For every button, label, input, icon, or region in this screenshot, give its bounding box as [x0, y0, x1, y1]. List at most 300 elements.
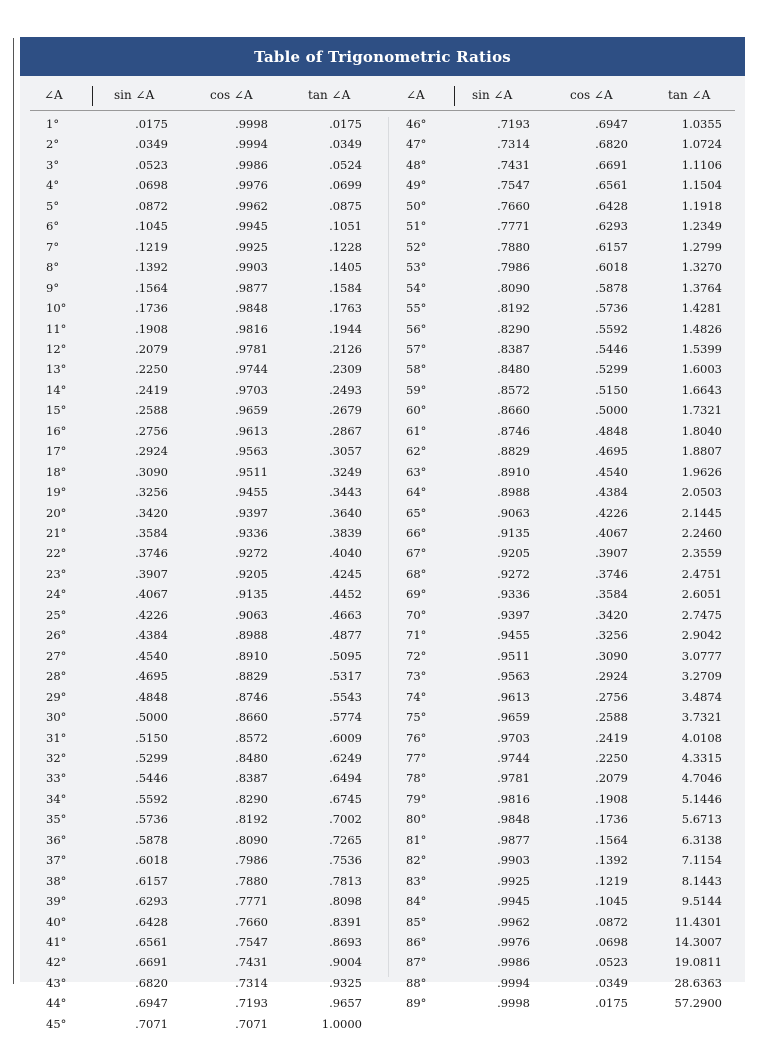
tan-cell: .2679 [329, 403, 362, 418]
angle-cell: 82° [406, 853, 427, 868]
cos-cell: .7547 [235, 935, 268, 949]
cos-cell: .8192 [235, 812, 268, 827]
sin-cell: .9563 [497, 669, 530, 684]
angle-cell: 47° [406, 137, 427, 152]
tan-cell: 1.2349 [681, 219, 722, 234]
left-page-border [13, 38, 14, 984]
table-row [20, 690, 745, 710]
angle-cell: 31° [46, 730, 67, 745]
angle-cell: 11° [46, 321, 67, 336]
header-sin-left: sin ∠A [114, 88, 155, 102]
tan-cell: 1.3270 [681, 260, 722, 275]
sin-cell: .8387 [497, 341, 530, 356]
sin-cell: .1392 [135, 260, 168, 275]
tan-cell: .1228 [329, 239, 362, 254]
angle-cell: 28° [46, 669, 67, 684]
cos-cell: .2419 [595, 730, 628, 745]
angle-cell: 4° [46, 178, 60, 193]
sin-cell: .7986 [497, 260, 530, 275]
table-row [20, 178, 745, 198]
sin-cell: .3420 [135, 505, 168, 520]
table-row [20, 526, 745, 546]
sin-cell: .9986 [497, 955, 530, 970]
sin-cell: .1219 [135, 239, 168, 254]
sin-cell: .3256 [135, 485, 168, 500]
cos-cell: .7431 [235, 955, 268, 970]
tan-cell: .6009 [329, 730, 362, 745]
sin-cell: .5592 [135, 791, 168, 806]
tan-cell: .9657 [329, 996, 362, 1011]
cos-cell: .9976 [235, 178, 268, 193]
angle-cell: 32° [46, 750, 67, 765]
angle-cell: 26° [46, 628, 67, 643]
sin-cell: .2250 [135, 362, 168, 377]
tan-cell: 14.3007 [674, 935, 722, 949]
sin-cell: .8572 [497, 382, 530, 397]
angle-cell: 6° [46, 219, 60, 234]
angle-cell: 23° [46, 566, 67, 581]
angle-cell: 37° [46, 853, 67, 868]
tan-cell: 2.3559 [681, 546, 722, 561]
cos-cell: .6157 [595, 239, 628, 254]
cos-cell: .4695 [595, 444, 628, 459]
angle-cell: 16° [46, 423, 67, 438]
cos-cell: .7314 [235, 975, 268, 990]
angle-cell: 25° [46, 607, 67, 622]
tan-cell: .3640 [329, 505, 362, 520]
angle-cell: 52° [406, 239, 427, 254]
angle-cell: 41° [46, 935, 67, 949]
tan-cell: .9325 [329, 975, 362, 990]
angle-cell: 86° [406, 935, 427, 949]
sin-cell: .2588 [135, 403, 168, 418]
sin-cell: .1736 [135, 301, 168, 316]
cos-cell: .3907 [595, 546, 628, 561]
angle-cell: 55° [406, 301, 427, 316]
tan-cell: .9004 [329, 955, 362, 970]
cos-cell: .9877 [235, 280, 268, 295]
sin-cell: .5150 [135, 730, 168, 745]
angle-cell: 30° [46, 710, 67, 725]
angle-cell: 58° [406, 362, 427, 377]
sin-cell: .0175 [135, 117, 168, 131]
angle-cell: 63° [406, 464, 427, 479]
cos-cell: .9336 [235, 526, 268, 540]
sin-cell: .2419 [135, 382, 168, 397]
sin-cell: .3090 [135, 464, 168, 479]
angle-cell: 3° [46, 157, 60, 172]
tan-cell: .2309 [329, 362, 362, 377]
cos-cell: .3420 [595, 607, 628, 622]
header-tan-right: tan ∠A [668, 88, 711, 102]
table-row [20, 853, 745, 873]
angle-cell: 45° [46, 1016, 67, 1031]
angle-cell: 72° [406, 648, 427, 663]
sin-cell: .1564 [135, 280, 168, 295]
sin-cell: .6820 [135, 975, 168, 990]
cos-cell: .9848 [235, 301, 268, 316]
sin-cell: .9903 [497, 853, 530, 868]
cos-cell: .6561 [595, 178, 628, 193]
angle-cell: 27° [46, 648, 67, 663]
cos-cell: .7986 [235, 853, 268, 868]
sin-cell: .5299 [135, 750, 168, 765]
angle-cell: 14° [46, 382, 67, 397]
table-row [20, 771, 745, 791]
sin-cell: .6293 [135, 894, 168, 909]
table-row [20, 403, 745, 423]
sin-cell: .3907 [135, 566, 168, 581]
angle-cell: 88° [406, 975, 427, 990]
angle-cell: 56° [406, 321, 427, 336]
cos-cell: .7880 [235, 873, 268, 888]
cos-cell: .9994 [235, 137, 268, 152]
angle-cell: 65° [406, 505, 427, 520]
angle-cell: 81° [406, 832, 427, 847]
angle-cell: 2° [46, 137, 60, 152]
cos-cell: .9135 [235, 587, 268, 602]
sin-cell: .9063 [497, 505, 530, 520]
angle-cell: 33° [46, 771, 67, 786]
tan-cell: 8.1443 [681, 873, 722, 888]
header-tan-left: tan ∠A [308, 88, 351, 102]
tan-cell: 1.6003 [681, 362, 722, 377]
cos-cell: .8387 [235, 771, 268, 786]
angle-cell: 53° [406, 260, 427, 275]
table-row [20, 362, 745, 382]
angle-cell: 8° [46, 260, 60, 275]
sin-cell: .9703 [497, 730, 530, 745]
tan-cell: 1.1504 [681, 178, 722, 193]
sin-cell: .9455 [497, 628, 530, 643]
table-row [20, 1017, 745, 1037]
tan-cell: .2493 [329, 382, 362, 397]
tan-cell: 3.0777 [681, 648, 722, 663]
angle-cell: 43° [46, 975, 67, 990]
sin-cell: .9877 [497, 832, 530, 847]
tan-cell: .1405 [329, 260, 362, 275]
cos-cell: .3090 [595, 648, 628, 663]
cos-cell: .5446 [595, 341, 628, 356]
tan-cell: .3249 [329, 464, 362, 479]
cos-cell: .9659 [235, 403, 268, 418]
sin-cell: .3584 [135, 526, 168, 540]
angle-cell: 29° [46, 689, 67, 704]
cos-cell: .7660 [235, 914, 268, 929]
tan-cell: 1.9626 [681, 464, 722, 479]
table-row [20, 465, 745, 485]
table-row [20, 240, 745, 260]
table-row [20, 915, 745, 935]
cos-cell: .9998 [235, 117, 268, 131]
tan-cell: 2.9042 [681, 628, 722, 643]
sin-cell: .5878 [135, 832, 168, 847]
sin-cell: .8829 [497, 444, 530, 459]
table-row [20, 649, 745, 669]
angle-cell: 51° [406, 219, 427, 234]
angle-cell: 59° [406, 382, 427, 397]
sin-cell: .8910 [497, 464, 530, 479]
cos-cell: .6293 [595, 219, 628, 234]
tan-cell: .0875 [329, 198, 362, 213]
cos-cell: .6428 [595, 198, 628, 213]
cos-cell: .2756 [595, 689, 628, 704]
cos-cell: .0872 [595, 914, 628, 929]
angle-cell: 73° [406, 669, 427, 684]
cos-cell: .1564 [595, 832, 628, 847]
cos-cell: .9986 [235, 157, 268, 172]
angle-cell: 79° [406, 791, 427, 806]
table-row [20, 812, 745, 832]
sin-cell: .0872 [135, 198, 168, 213]
tan-cell: .5543 [329, 689, 362, 704]
sin-cell: .8192 [497, 301, 530, 316]
cos-cell: .5592 [595, 321, 628, 336]
table-row [20, 444, 745, 464]
sin-cell: .7660 [497, 198, 530, 213]
tan-cell: .3443 [329, 485, 362, 500]
tan-cell: .6249 [329, 750, 362, 765]
sin-cell: .9781 [497, 771, 530, 786]
tan-cell: 5.6713 [681, 812, 722, 827]
table-row [20, 996, 745, 1016]
sin-cell: .0523 [135, 157, 168, 172]
sin-cell: .9135 [497, 526, 530, 540]
sin-cell: .9994 [497, 975, 530, 990]
tan-cell: .4877 [329, 628, 362, 643]
cos-cell: .9563 [235, 444, 268, 459]
cos-cell: .2588 [595, 710, 628, 725]
sin-cell: .7431 [497, 157, 530, 172]
angle-cell: 57° [406, 341, 427, 356]
sin-cell: .7880 [497, 239, 530, 254]
tan-cell: .2126 [329, 341, 362, 356]
tan-cell: .0349 [329, 137, 362, 152]
cos-cell: .5299 [595, 362, 628, 377]
angle-cell: 5° [46, 198, 60, 213]
tan-cell: .4452 [329, 587, 362, 602]
table-row [20, 567, 745, 587]
table-row [20, 506, 745, 526]
angle-cell: 69° [406, 587, 427, 602]
header-cos-right: cos ∠A [570, 88, 613, 102]
cos-cell: .4848 [595, 423, 628, 438]
table-row [20, 219, 745, 239]
angle-cell: 19° [46, 485, 67, 500]
sin-cell: .9397 [497, 607, 530, 622]
sin-cell: .6428 [135, 914, 168, 929]
sin-cell: .6157 [135, 873, 168, 888]
angle-cell: 64° [406, 485, 427, 500]
table-row [20, 158, 745, 178]
cos-cell: .5150 [595, 382, 628, 397]
sin-cell: .6691 [135, 955, 168, 970]
cos-cell: .0523 [595, 955, 628, 970]
tan-cell: .1051 [329, 219, 362, 234]
tan-cell: 2.6051 [681, 587, 722, 602]
sin-cell: .7071 [135, 1016, 168, 1031]
tan-cell: .5095 [329, 648, 362, 663]
angle-cell: 89° [406, 996, 427, 1011]
tan-cell: .8693 [329, 935, 362, 949]
sin-cell: .5000 [135, 710, 168, 725]
cos-cell: .0698 [595, 935, 628, 949]
tan-cell: 1.0000 [321, 1016, 362, 1031]
angle-cell: 74° [406, 689, 427, 704]
angle-cell: 49° [406, 178, 427, 193]
angle-cell: 24° [46, 587, 67, 602]
tan-cell: .5774 [329, 710, 362, 725]
tan-cell: 2.7475 [681, 607, 722, 622]
angle-cell: 71° [406, 628, 427, 643]
tan-cell: .2867 [329, 423, 362, 438]
angle-cell: 36° [46, 832, 67, 847]
header-divider-left [92, 86, 93, 106]
angle-cell: 77° [406, 750, 427, 765]
cos-cell: .6947 [595, 117, 628, 131]
sin-cell: .4226 [135, 607, 168, 622]
cos-cell: .9613 [235, 423, 268, 438]
table-row [20, 342, 745, 362]
cos-cell: .8090 [235, 832, 268, 847]
tan-cell: 4.3315 [681, 750, 722, 765]
angle-cell: 80° [406, 812, 427, 827]
angle-cell: 54° [406, 280, 427, 295]
cos-cell: .1736 [595, 812, 628, 827]
sin-cell: .9613 [497, 689, 530, 704]
tan-cell: .6494 [329, 771, 362, 786]
angle-cell: 39° [46, 894, 67, 909]
table-row [20, 137, 745, 157]
cos-cell: .8746 [235, 689, 268, 704]
tan-cell: 3.7321 [681, 710, 722, 725]
sin-cell: .4540 [135, 648, 168, 663]
tan-cell: 9.5144 [681, 894, 722, 909]
table-row [20, 260, 745, 280]
cos-cell: .5000 [595, 403, 628, 418]
cos-cell: .6018 [595, 260, 628, 275]
table-row [20, 894, 745, 914]
tan-cell: 3.2709 [681, 669, 722, 684]
tan-cell: 11.4301 [674, 914, 722, 929]
cos-cell: .2250 [595, 750, 628, 765]
cos-cell: .8660 [235, 710, 268, 725]
angle-cell: 17° [46, 444, 67, 459]
cos-cell: .7071 [235, 1016, 268, 1031]
table-row [20, 587, 745, 607]
sin-cell: .0349 [135, 137, 168, 152]
angle-cell: 15° [46, 403, 67, 418]
table-row [20, 199, 745, 219]
cos-cell: .9816 [235, 321, 268, 336]
tan-cell: 5.1446 [681, 791, 722, 806]
tan-cell: 2.1445 [681, 505, 722, 520]
tan-cell: .4040 [329, 546, 362, 561]
cos-cell: .8910 [235, 648, 268, 663]
sin-cell: .9272 [497, 566, 530, 581]
cos-cell: .8480 [235, 750, 268, 765]
header-rule [30, 110, 735, 111]
sin-cell: .6947 [135, 996, 168, 1011]
sin-cell: .1908 [135, 321, 168, 336]
tan-cell: .7002 [329, 812, 362, 827]
tan-cell: 1.0724 [681, 137, 722, 152]
cos-cell: .8988 [235, 628, 268, 643]
tan-cell: .1763 [329, 301, 362, 316]
tan-cell: 4.7046 [681, 771, 722, 786]
sin-cell: .9744 [497, 750, 530, 765]
sin-cell: .3746 [135, 546, 168, 561]
table-row [20, 833, 745, 853]
sin-cell: .9925 [497, 873, 530, 888]
sin-cell: .5736 [135, 812, 168, 827]
sin-cell: .2079 [135, 341, 168, 356]
tan-cell: 57.2900 [674, 996, 722, 1011]
tan-cell: .0524 [329, 157, 362, 172]
tan-cell: 1.0355 [681, 117, 722, 131]
angle-cell: 9° [46, 280, 60, 295]
cos-cell: .9272 [235, 546, 268, 561]
angle-cell: 78° [406, 771, 427, 786]
tan-cell: .0699 [329, 178, 362, 193]
tan-cell: 2.4751 [681, 566, 722, 581]
table-row [20, 731, 745, 751]
cos-cell: .0175 [595, 996, 628, 1011]
cos-cell: .5736 [595, 301, 628, 316]
sin-cell: .9848 [497, 812, 530, 827]
angle-cell: 34° [46, 791, 67, 806]
table-row [20, 955, 745, 975]
tan-cell: .6745 [329, 791, 362, 806]
cos-cell: .9903 [235, 260, 268, 275]
tan-cell: .1584 [329, 280, 362, 295]
cos-cell: .9962 [235, 198, 268, 213]
angle-cell: 38° [46, 873, 67, 888]
sin-cell: .7314 [497, 137, 530, 152]
table-row [20, 710, 745, 730]
cos-cell: .8572 [235, 730, 268, 745]
table-row [20, 281, 745, 301]
angle-cell: 40° [46, 914, 67, 929]
tan-cell: 1.3764 [681, 280, 722, 295]
cos-cell: .1908 [595, 791, 628, 806]
sin-cell: .8290 [497, 321, 530, 336]
cos-cell: .9703 [235, 382, 268, 397]
tan-cell: .7536 [329, 853, 362, 868]
cos-cell: .7771 [235, 894, 268, 909]
tan-cell: 1.8807 [681, 444, 722, 459]
tan-cell: 19.0811 [674, 955, 722, 970]
angle-cell: 61° [406, 423, 427, 438]
table-row [20, 485, 745, 505]
tan-cell: 2.0503 [681, 485, 722, 500]
tan-cell: .8098 [329, 894, 362, 909]
cos-cell: .5878 [595, 280, 628, 295]
cos-cell: .9063 [235, 607, 268, 622]
angle-cell: 13° [46, 362, 67, 377]
cos-cell: .9205 [235, 566, 268, 581]
cos-cell: .4226 [595, 505, 628, 520]
sin-cell: .9962 [497, 914, 530, 929]
angle-cell: 10° [46, 301, 67, 316]
tan-cell: 4.0108 [681, 730, 722, 745]
table-row [20, 628, 745, 648]
table-row [20, 322, 745, 342]
tan-cell: 28.6363 [674, 975, 722, 990]
tan-cell: .7813 [329, 873, 362, 888]
sin-cell: .0698 [135, 178, 168, 193]
cos-cell: .1392 [595, 853, 628, 868]
